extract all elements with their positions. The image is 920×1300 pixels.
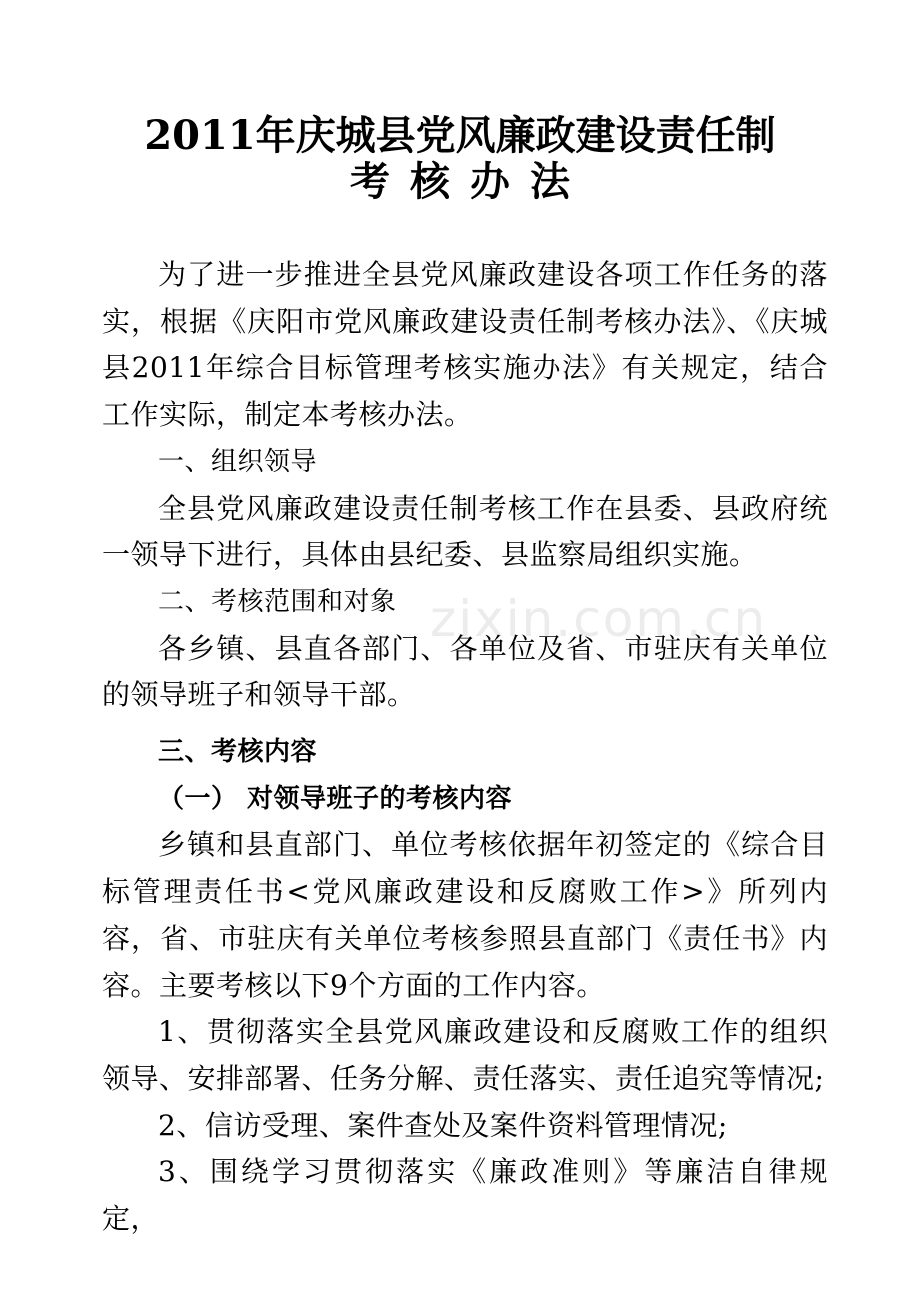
intro-paragraph: 为了进一步推进全县党风廉政建设各项工作任务的落实，根据《庆阳市党风廉政建设责任制考核办法》、《庆城县2011年综合目标管理考核实施办法》有关规定，结合工作实际，制定本考核办法。: [102, 258, 828, 432]
section3-heading: 三、考核内容: [158, 737, 318, 768]
list-item-1: 1、贯彻落实全县党风廉政建设和反腐败工作的组织领导、安排部署、任务分解、责任落实、责任追究等情况;: [102, 1015, 828, 1095]
section1-paragraph: 全县党风廉政建设责任制考核工作在县委、县政府统一领导下进行，具体由县纪委、县监察局组织实施。: [102, 491, 828, 572]
document-title-line1: 2011年庆城县党风廉政建设责任制: [144, 112, 776, 159]
document-body: [102, 252, 828, 1243]
document-title-line2: 考核办法: [350, 158, 590, 205]
section3-paragraph: 乡镇和县直部门、单位考核依据年初签定的《综合目标管理责任书<党风廉政建设和反腐败工作>》所列内容，省、市驻庆有关单位考核参照县直部门《责任书》内容。主要考核以下9个方面的工作内容。: [102, 828, 828, 1002]
section2-paragraph: 各乡镇、县直各部门、各单位及省、市驻庆有关单位的领导班子和领导干部。: [102, 631, 828, 712]
section2-heading: 二、考核范围和对象: [158, 586, 397, 617]
list-item-3: 3、围绕学习贯彻落实《廉政准则》等廉洁自律规定，: [102, 1155, 828, 1236]
watermark: zixin.com.cn: [430, 590, 768, 648]
section3-sub-heading: （一） 对领导班子的考核内容: [158, 783, 513, 814]
spacer: [102, 719, 828, 729]
list-item-2: 2、信访受理、案件查处及案件资料管理情况;: [158, 1108, 728, 1142]
section1-heading: 一、组织领导: [158, 446, 318, 477]
